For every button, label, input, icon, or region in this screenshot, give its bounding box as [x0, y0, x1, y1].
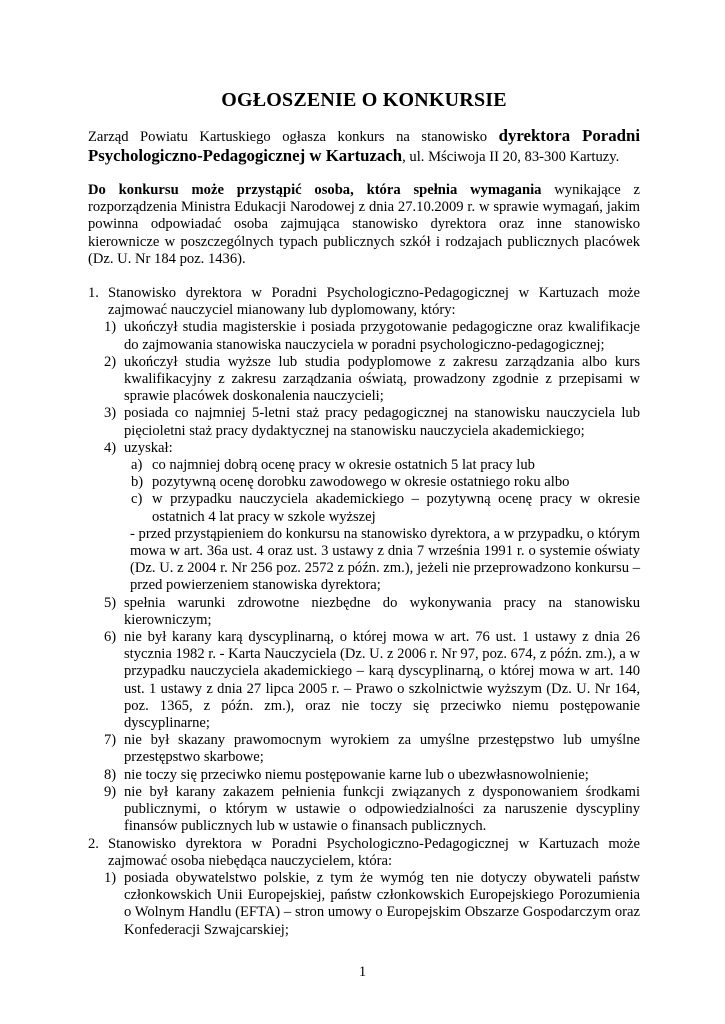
item-text: posiada co najmniej 5-letni staż pracy pedagogicznej na stanowisku nauczyciela lub pięcioletni staż pracy dydaktycznej na stanowisku nauczyciela akademickiego;	[124, 405, 640, 439]
page-number: 1	[358, 964, 367, 980]
list-item	[88, 870, 640, 939]
page-title: OGŁOSZENIE O KONKURSIE	[221, 89, 507, 111]
item-text: nie był karany karą dyscyplinarną, o której mowa w art. 76 ust. 1 ustawy z dnia 26 stycznia 1982 r. - Karta Nauczyciela (Dz. U. z 2006 r. Nr 97, poz. 674, z późn. zm.), a w przypadku nauczyciela akademickiego – karą dyscyplinarną, o której mowa w art. 140 ust. 1 ustawy z dnia 27 lipca 2005 r. – Prawo o szkolnictwie wyższym (Dz. U. Nr 164, poz. 1365, z późn. zm.), oraz nie toczy się przeciwko niemu postępowanie dyscyplinarne;	[124, 629, 640, 732]
list-item	[88, 354, 640, 406]
list-item	[88, 595, 640, 629]
list-item	[88, 784, 640, 836]
item-text: posiada obywatelstwo polskie, z tym że wymóg ten nie dotyczy obywateli państw członkowskich Unii Europejskiej, państw członkowskich Europejskiego Porozumienia o Wolnym Handlu (EFTA) – stron umowy o Europejskim Obszarze Gospodarczym oraz Konfederacji Szwajcarskiej;	[124, 869, 640, 938]
section-2	[88, 836, 640, 870]
item-number: 2)	[104, 353, 117, 370]
list-item	[88, 732, 640, 766]
item-text: spełnia warunki zdrowotne niezbędne do wykonywania pracy na stanowisku kierowniczym;	[124, 594, 640, 628]
requirements-paragraph	[88, 182, 640, 268]
list-item	[88, 440, 640, 457]
section-number: 2.	[88, 835, 99, 852]
list-item	[88, 767, 640, 784]
requirements-text: wynikające z rozporządzenia Ministra Edukacji Narodowej z dnia 27.10.2009 r. w sprawie wymagań, jakim powinna odpowiadać osoba zajmująca stanowisko dyrektora oraz inne stanowisko kierownicze w poszczególnych typach publicznych szkół i rodzajach publicznych placówek (Dz. U. Nr 184 poz. 1436).	[88, 182, 640, 267]
sub-item-text: co najmniej dobrą ocenę pracy w okresie ostatnich 5 lat pracy lub	[152, 457, 535, 474]
list-item	[88, 405, 640, 439]
sub-list-item	[88, 474, 640, 491]
item-number: 9)	[104, 783, 117, 800]
list-item	[88, 629, 640, 732]
sub-item-letter: b)	[131, 474, 144, 491]
section-text: Stanowisko dyrektora w Poradni Psychologiczno-Pedagogicznej w Kartuzach może zajmować nauczyciel mianowany lub dyplomowany, który:	[108, 285, 640, 319]
item-text: ukończył studia magisterskie i posiada przygotowanie pedagogiczne oraz kwalifikacje do zajmowania stanowiska nauczyciela w poradni psychologiczno-pedagogicznej;	[124, 319, 640, 353]
intro-text-start: Zarząd Powiatu Kartuskiego ogłasza konkurs na stanowisko	[88, 129, 499, 145]
item-number: 7)	[104, 732, 117, 749]
section-text: Stanowisko dyrektora w Poradni Psychologiczno-Pedagogicznej w Kartuzach może zajmować osoba niebędąca nauczycielem, która:	[108, 835, 640, 869]
item-4-note: - przed przystąpieniem do konkursu na stanowisko dyrektora, a w przypadku, o którym mowa w art. 36a ust. 4 oraz ust. 3 ustawy z dnia 7 września 1991 r. o systemie oświaty (Dz. U. z 2004 r. Nr 256 poz. 2572 z późn. zm.), jeżeli nie przeprowadzono konkursu – przed powierzeniem stanowiska dyrektora;	[130, 525, 640, 594]
conditions-list	[88, 285, 640, 939]
sub-item-letter: a)	[131, 457, 143, 474]
item-number: 5)	[104, 594, 117, 611]
sub-item-letter: c)	[131, 491, 143, 508]
section-number: 1.	[88, 285, 99, 301]
intro-paragraph	[88, 127, 640, 166]
item-number: 6)	[104, 629, 117, 646]
sub-item-text: w przypadku nauczyciela akademickiego – pozytywną ocenę pracy w okresie ostatnich 4 lat pracy w szkole wyższej	[152, 491, 640, 525]
item-text: nie był skazany prawomocnym wyrokiem za umyślne przestępstwo lub umyślne przestępstwo skarbowe;	[124, 732, 640, 766]
list-item	[88, 319, 640, 353]
intro-address: , ul. Mściwoja II 20, 83-300 Kartuzy.	[402, 148, 620, 165]
position-name: dyrektora Poradni Psychologiczno-Pedagogicznej w Kartuzach	[88, 126, 640, 165]
sub-list-item	[88, 491, 640, 525]
item-number: 1)	[104, 319, 117, 336]
item-text: nie był karany zakazem pełnienia funkcji związanych z dysponowaniem środkami publicznymi, o którym w ustawie o odpowiedzialności za naruszenie dyscypliny finansów publicznych lub w ustawie o finansach publicznych.	[124, 783, 640, 835]
section-1	[88, 285, 640, 319]
item-text: ukończył studia wyższe lub studia podyplomowe z zakresu zarządzania albo kurs kwalifikacyjny z zakresu zarządzania oświatą, prowadzony zgodnie z przepisami w sprawie placówek doskonalenia nauczycieli;	[124, 353, 640, 405]
item-number: 4)	[104, 439, 117, 456]
item-number: 3)	[104, 405, 117, 422]
item-number: 1)	[104, 869, 117, 886]
sub-list-item	[88, 457, 640, 474]
sub-item-text: pozytywną ocenę dorobku zawodowego w okresie ostatniego roku albo	[152, 474, 570, 491]
item-number: 8)	[104, 766, 117, 783]
item-text: uzyskał:	[124, 439, 173, 456]
requirements-lead: Do konkursu może przystąpić osoba, która spełnia wymagania	[88, 182, 542, 198]
item-text: nie toczy się przeciwko niemu postępowanie karne lub o ubezwłasnowolnienie;	[124, 766, 589, 783]
